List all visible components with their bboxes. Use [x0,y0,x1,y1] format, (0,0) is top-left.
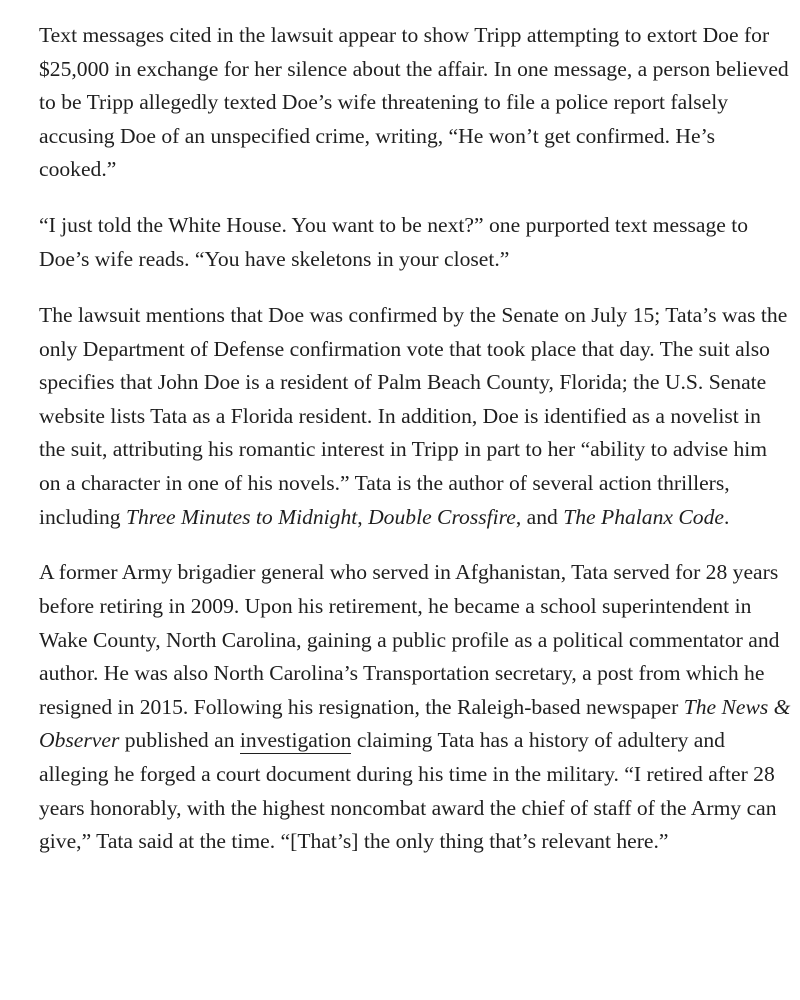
paragraph-career-background [39,556,791,858]
paragraph-text-messages: Text messages cited in the lawsuit appear to show Tripp attempting to extort Doe for $25,000 in exchange for her silence about the affair. In one message, a person believed to be Tripp allegedly texted Doe’s wife threatening to file a police report falsely accusing Doe of an unspecified crime, writing, “He won’t get confirmed. He’s cooked.” [39,23,789,182]
book-title-phalanx-code: The Phalanx Code [563,504,724,529]
separator-text: , [357,504,369,529]
separator-text: , and [515,504,564,529]
book-title-three-minutes: Three Minutes to Midnight [125,504,358,529]
paragraph-text: claiming Tata has a history of adultery and alleging he forged a court document during his time in the military. “I retired after 28 years honorably, with the highest noncombat award the chief of staff of the Army can give,” Tata said at the time. “[That’s] the only thing that’s relevant here.” [39,728,777,854]
paragraph-text: published an [119,728,240,753]
paragraph-white-house-quote: “I just told the White House. You want to be next?” one purported text message to Doe’s wife reads. “You have skeletons in your closet.” [39,213,749,271]
paragraph-text: . [723,504,730,529]
paragraph-text: The lawsuit mentions that Doe was confirmed by the Senate on July 15; Tata’s was the only Department of Defense confirmation vote that took place that day. The suit also specifies that John Doe is a resident of Palm Beach County, Florida; the U.S. Senate website lists Tata as a Florida resident. In addition, Doe is identified as a novelist in the suit, attributing his romantic interest in Tripp in part to her “ability to advise him on a character in one of his novels.” Tata is the author of several action thrillers, including [39,302,788,529]
book-title-double-crossfire: Double Crossfire [368,504,516,529]
newspaper-title: The News & Observer [39,694,791,753]
paragraph-text: A former Army brigadier general who served in Afghanistan, Tata served for 28 years before retiring in 2009. Upon his retirement, he became a school superintendent in Wake County, North Carolina, gaining a public profile as a political commentator and author. He was also North Carolina’s Transportation secretary, a post from which he resigned in 2015. Following his resignation, the Raleigh-based newspaper [39,560,780,719]
article-body [39,19,791,881]
investigation-link[interactable]: investigation [239,728,352,753]
paragraph-lawsuit-details [39,299,791,534]
